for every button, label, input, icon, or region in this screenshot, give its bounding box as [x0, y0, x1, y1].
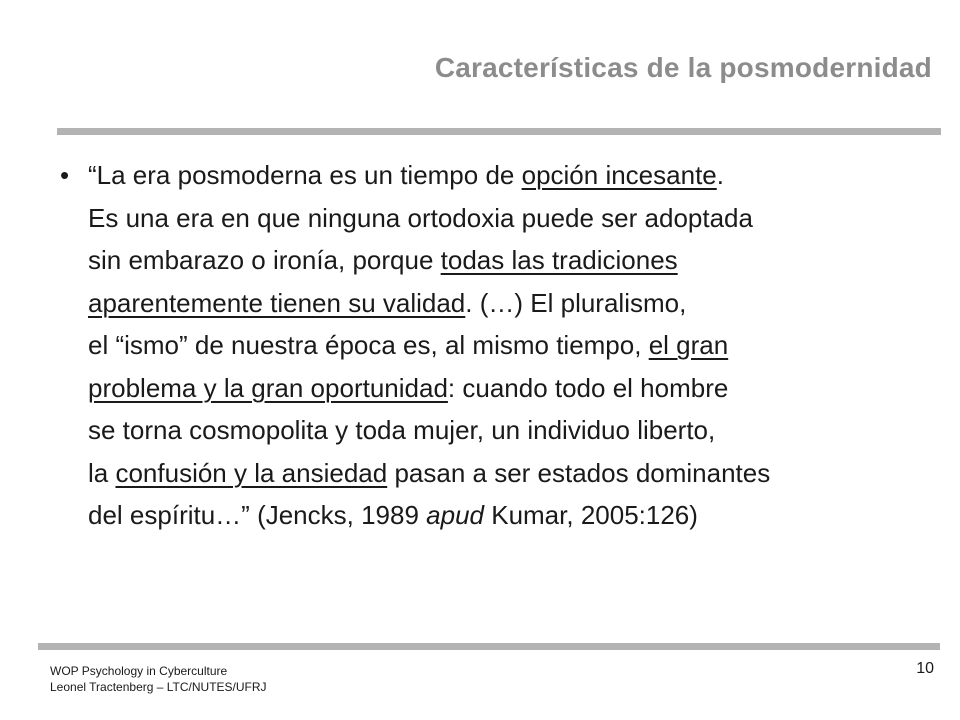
quote-line: [88, 197, 938, 240]
footer-line-1: WOP Psychology in Cyberculture: [50, 664, 228, 678]
quote-segment: el “ismo” de nuestra época es, al mismo tiempo,: [88, 330, 649, 360]
underlined-phrase: todas las tradiciones: [440, 245, 678, 275]
quote-segment: del espíritu…” (Jencks, 1989: [88, 500, 427, 530]
quote-line: [88, 367, 938, 410]
quote-line: [88, 452, 938, 495]
footer-divider: [38, 643, 940, 650]
quote-line: [88, 494, 938, 537]
footer-credits: [50, 663, 267, 695]
quote-text: [88, 154, 938, 537]
slide-title: Características de la posmodernidad: [434, 52, 932, 83]
quote-segment: . (…) El pluralismo,: [465, 287, 687, 318]
quote-segment: pasan a ser estados dominantes: [387, 457, 771, 488]
quote-segment: Es una era en que ninguna ortodoxia puede ser adoptada: [88, 202, 753, 233]
quote-line: [88, 239, 938, 282]
underlined-phrase: el gran: [648, 330, 729, 360]
quote-segment: : cuando todo el hombre: [447, 372, 729, 403]
underlined-phrase: confusión y la ansiedad: [115, 457, 388, 488]
bullet-marker: •: [60, 160, 70, 190]
page-number: 10: [916, 660, 934, 677]
underlined-phrase: problema y la gran oportunidad: [88, 372, 448, 403]
quote-segment: se torna cosmopolita y toda mujer, un individuo liberto,: [88, 415, 716, 445]
italic-phrase: apud: [426, 500, 484, 530]
footer-line-2: Leonel Tractenberg – LTC/NUTES/UFRJ: [50, 680, 267, 694]
underlined-phrase: opción incesante: [521, 160, 717, 190]
quote-line: [88, 282, 938, 325]
quote-segment: la: [88, 457, 116, 488]
underlined-phrase: aparentemente tienen su validad: [88, 287, 466, 318]
title-divider: [57, 128, 941, 135]
quote-segment: Kumar, 2005:126): [484, 500, 698, 530]
quote-segment: sin embarazo o ironía, porque: [88, 245, 441, 275]
quote-segment: .: [716, 160, 724, 190]
quote-line: [88, 324, 938, 367]
quote-segment: “La era posmoderna es un tiempo de: [88, 160, 522, 190]
quote-line: [88, 154, 938, 197]
quote-line: [88, 409, 938, 452]
